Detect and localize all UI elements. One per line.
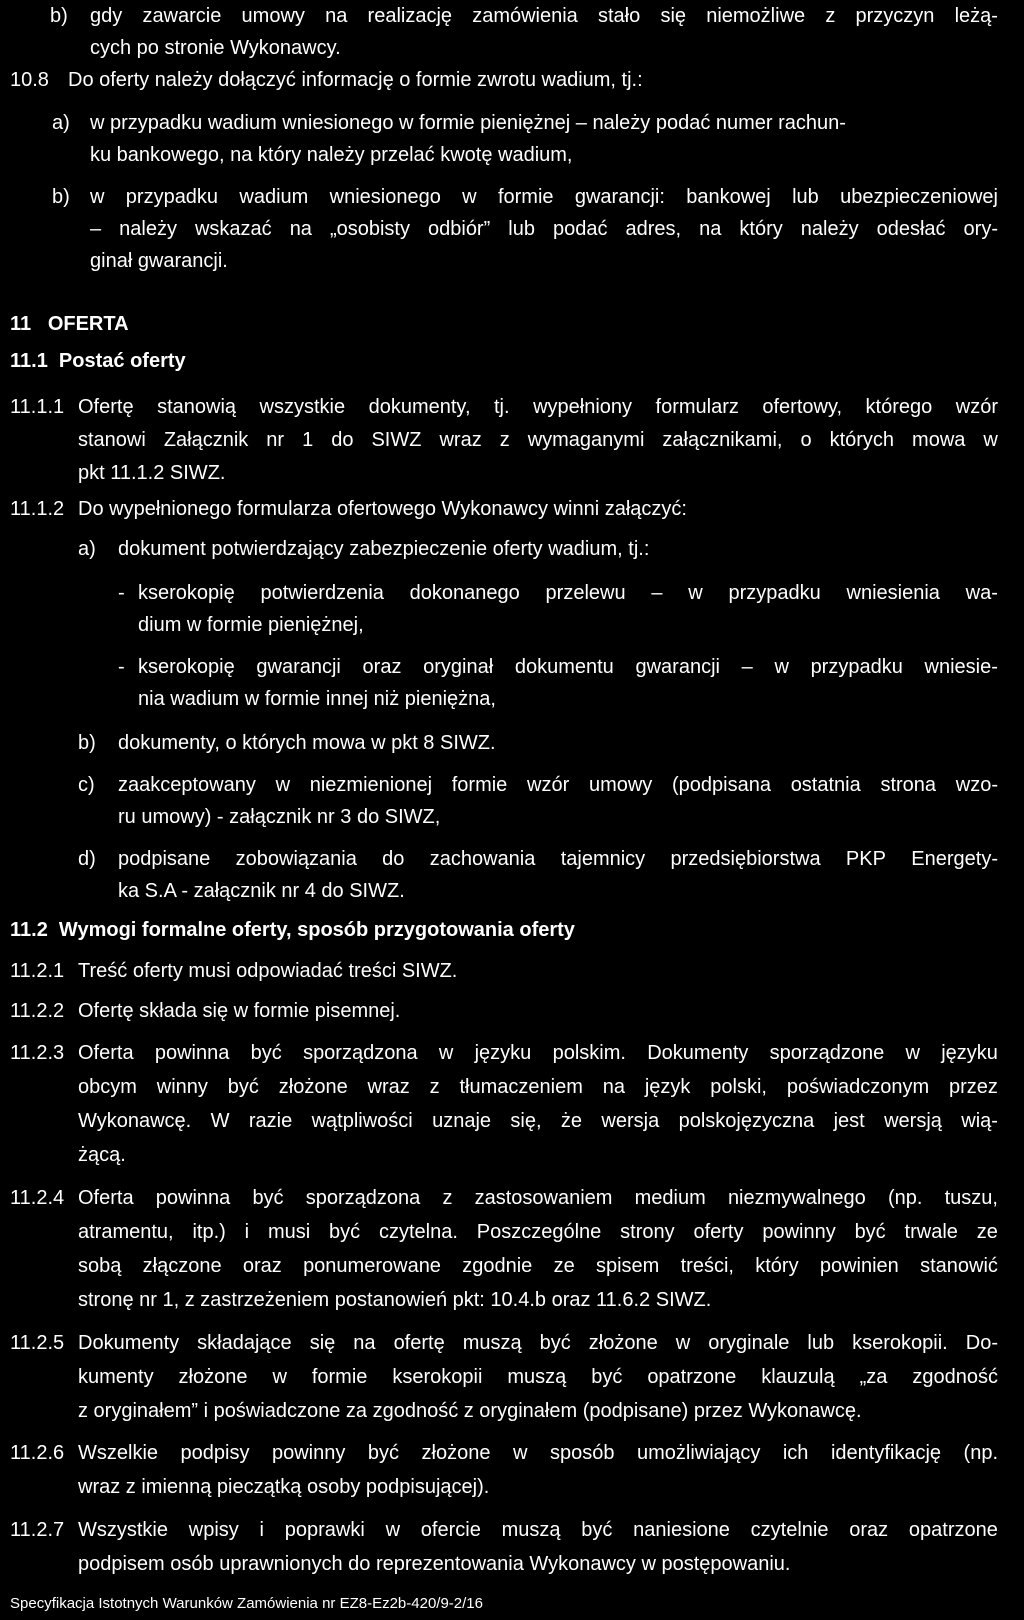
word: strona — [880, 774, 937, 796]
word: przelewu — [545, 582, 626, 604]
word: Energety- — [911, 848, 998, 870]
word: muszą — [501, 1519, 561, 1541]
word: naniesione — [633, 1519, 730, 1541]
word: itp.) — [192, 1221, 226, 1243]
word: być — [252, 1187, 284, 1209]
word: wypełniony — [533, 396, 633, 418]
justified-line: Oferta powinna być sporządzona z zastosowaniem medium niezmywalnego (np. tuszu, — [78, 1187, 998, 1209]
word: być — [539, 1332, 571, 1354]
word: jest — [833, 1110, 865, 1132]
word: gwarancji — [256, 656, 341, 678]
word: w — [688, 582, 703, 604]
word: trwale — [904, 1221, 958, 1243]
word: lub — [508, 218, 535, 240]
word: „za — [859, 1366, 888, 1388]
word: gwarancji: — [574, 186, 665, 208]
word: oraz — [362, 656, 402, 678]
word: wpisy — [188, 1519, 239, 1541]
justified-line: gdy zawarcie umowy na realizację zamówienia stało się niemożliwe z przyczyn leżą- — [90, 5, 998, 27]
word: z — [499, 429, 510, 451]
word: wraz — [439, 429, 482, 451]
word: muszą — [462, 1332, 522, 1354]
word: dokonanego — [409, 582, 520, 604]
paragraph-line: żącą. — [78, 1144, 126, 1166]
word: spisem — [595, 1255, 660, 1277]
justified-line: w przypadku wadium wniesionego w formie gwarancji: bankowej lub ubezpieczeniowej — [90, 186, 998, 208]
word: się, — [510, 1110, 542, 1132]
word: kserokopii. — [852, 1332, 948, 1354]
paragraph-line: wraz z imienną pieczątką osoby podpisującej). — [78, 1476, 490, 1498]
word: w — [272, 1366, 287, 1388]
word: niezmywalnego — [727, 1187, 866, 1209]
word: złożone — [178, 1366, 248, 1388]
section-number: 11.2.7 — [10, 1519, 65, 1541]
word: odesłać — [876, 218, 946, 240]
word: być — [329, 1221, 361, 1243]
paragraph-line: Do wypełnionego formularza ofertowego Wykonawcy winni załączyć: — [78, 498, 687, 520]
word: powinny — [762, 1221, 836, 1243]
word: poświadczonym — [786, 1076, 930, 1098]
word: umożliwiający — [636, 1442, 761, 1464]
word: na — [353, 1332, 376, 1354]
paragraph-line: podpisem osób uprawnionych do reprezentowania Wykonawcy w postępowaniu. — [78, 1553, 791, 1575]
word: W — [210, 1110, 230, 1132]
word: na — [289, 218, 312, 240]
word: którego — [865, 396, 933, 418]
word: Do- — [965, 1332, 998, 1354]
word: bankowej — [686, 186, 771, 208]
word: składające — [197, 1332, 292, 1354]
word: być — [250, 1042, 282, 1064]
word: wszystkie — [259, 396, 346, 418]
list-label: b) — [50, 5, 68, 27]
word: załącznikami, — [662, 429, 783, 451]
word: zamówienia — [472, 5, 578, 27]
word: polskojęzyczna — [678, 1110, 815, 1132]
word: w — [774, 656, 789, 678]
justified-line: Wszelkie podpisy powinny być złożone w sposób umożliwiający ich identyfikację (np. — [78, 1442, 998, 1464]
word: winny — [156, 1076, 208, 1098]
word: dokumentu — [514, 656, 614, 678]
word: ze — [553, 1255, 575, 1277]
subsection-heading: 11.1 Postać oferty — [10, 350, 186, 372]
word: wymaganymi — [527, 429, 645, 451]
word: ubezpieczeniowej — [840, 186, 998, 208]
word: tłumaczeniem — [459, 1076, 583, 1098]
word: kserokopii — [392, 1366, 483, 1388]
subsection-heading: 11.2 Wymogi formalne oferty, sposób przygotowania oferty — [10, 919, 575, 941]
word: SIWZ — [371, 429, 422, 451]
word: wzo- — [955, 774, 998, 796]
paragraph-line: nia wadium w formie innej niż pieniężna, — [138, 688, 496, 710]
paragraph-line: z oryginałem” i poświadczone za zgodność z oryginałem (podpisane) przez Wykonawcę. — [78, 1400, 862, 1422]
word: ich — [782, 1442, 809, 1464]
paragraph-line: ginał gwarancji. — [90, 250, 228, 272]
word: uznaje — [432, 1110, 492, 1132]
paragraph-line: stronę nr 1, z zastrzeżeniem postanowień pkt: 10.4.b oraz 11.6.2 SIWZ. — [78, 1289, 712, 1311]
word: oryginale — [708, 1332, 790, 1354]
word: razie — [248, 1110, 293, 1132]
word: czytelna. — [378, 1221, 458, 1243]
paragraph-line: cych po stronie Wykonawcy. — [90, 37, 341, 59]
word: klauzulą — [761, 1366, 835, 1388]
word: powinna — [154, 1042, 230, 1064]
word: niezmienionej — [309, 774, 433, 796]
list-label: b) — [52, 186, 70, 208]
word: zawarcie — [142, 5, 222, 27]
word: strony — [620, 1221, 675, 1243]
word: sporządzona — [305, 1187, 421, 1209]
word: przypadku — [810, 656, 903, 678]
word: złożone — [421, 1442, 491, 1464]
justified-line: – należy wskazać na „osobisty odbiór” lub podać adres, na który należy odesłać ory- — [90, 218, 998, 240]
word: musi — [267, 1221, 311, 1243]
word: polskim. — [552, 1042, 626, 1064]
word: podać — [553, 218, 608, 240]
word: i — [244, 1221, 250, 1243]
justified-line: Oferta powinna być sporządzona w języku polskim. Dokumenty sporządzone w języku — [78, 1042, 998, 1064]
word: umowy — [588, 774, 653, 796]
word: być — [854, 1221, 886, 1243]
list-label: a) — [78, 538, 96, 560]
word: że — [560, 1110, 583, 1132]
justified-line: atramentu, itp.) i musi być czytelna. Poszczególne strony oferty powinny być trwale ze — [78, 1221, 998, 1243]
word: oryginał — [423, 656, 494, 678]
word: zachowania — [429, 848, 536, 870]
justified-line: stanowi Załącznik nr 1 do SIWZ wraz z wymaganymi załącznikami, o których mowa w — [78, 429, 998, 451]
word: tuszu, — [944, 1187, 998, 1209]
word: ofertowy, — [762, 396, 843, 418]
justified-line: kumenty złożone w formie kserokopii muszą być opatrzone klauzulą „za zgodność — [78, 1366, 998, 1388]
section-heading: 11 OFERTA — [10, 313, 129, 335]
word: wniesienia — [846, 582, 940, 604]
justified-line: Wykonawcę. W razie wątpliwości uznaje się, że wersja polskojęzyczna jest wersją wią- — [78, 1110, 998, 1132]
word: realizację — [367, 5, 453, 27]
justified-line: Wszystkie wpisy i poprawki w ofercie muszą być naniesione czytelnie oraz opatrzone — [78, 1519, 998, 1541]
word: w — [462, 186, 477, 208]
word: wadium — [239, 186, 309, 208]
word: w — [438, 1042, 454, 1064]
word: ofercie — [420, 1519, 481, 1541]
word: wzór — [527, 774, 570, 796]
word: w — [385, 1519, 401, 1541]
word: sposób — [549, 1442, 615, 1464]
word: na — [602, 1076, 625, 1098]
word: przez — [949, 1076, 998, 1098]
section-number: 11.2.4 — [10, 1187, 65, 1209]
word: z — [442, 1187, 453, 1209]
word: Poszczególne — [476, 1221, 602, 1243]
list-label: c) — [78, 774, 95, 796]
word: języku — [941, 1042, 998, 1064]
word: wskazać — [194, 218, 272, 240]
word: języku — [474, 1042, 532, 1064]
word: czytelnie — [750, 1519, 829, 1541]
word: przypadku — [728, 582, 821, 604]
word: ponumerowane — [303, 1255, 441, 1277]
section-number: 11.2.1 — [10, 960, 65, 982]
word: tj. — [494, 396, 510, 418]
word: umowy — [241, 5, 305, 27]
word: zgodnie — [462, 1255, 533, 1277]
word: w — [675, 1332, 691, 1354]
word: formularz — [655, 396, 739, 418]
word: wa- — [965, 582, 998, 604]
paragraph-line: dokumenty, o których mowa w pkt 8 SIWZ. — [118, 732, 496, 754]
justified-line: Ofertę stanowią wszystkie dokumenty, tj. wypełniony formularz ofertowy, którego wzór — [78, 396, 998, 418]
word: niemożliwe — [706, 5, 806, 27]
word: wzór — [955, 396, 998, 418]
word: należy — [119, 218, 177, 240]
word: złożone — [278, 1076, 348, 1098]
word: który — [755, 1255, 799, 1277]
word: przypadku — [125, 186, 219, 208]
word: nr — [266, 429, 285, 451]
justified-line: Dokumenty składające się na ofertę muszą być złożone w oryginale lub kserokopii. Do- — [78, 1332, 998, 1354]
paragraph-line: dium w formie pieniężnej, — [138, 614, 364, 636]
word: dokumenty, — [368, 396, 471, 418]
list-label: a) — [52, 112, 70, 134]
word: należy — [800, 218, 859, 240]
paragraph-line: dokument potwierdzający zabezpieczenie oferty wadium, tj.: — [118, 538, 650, 560]
word: z — [429, 1076, 440, 1098]
word: podpisy — [180, 1442, 250, 1464]
list-label: d) — [78, 848, 96, 870]
page-footer: Specyfikacja Istotnych Warunków Zamówienia nr EZ8-Ez2b-420/9-2/16 — [10, 1595, 483, 1612]
word: lub — [792, 186, 819, 208]
justified-line: zaakceptowany w niezmienionej formie wzór umowy (podpisana ostatnia strona wzo- — [118, 774, 998, 796]
paragraph-line: Do oferty należy dołączyć informację o formie zwrotu wadium, tj.: — [68, 69, 643, 91]
word: (np. — [887, 1187, 923, 1209]
word: powinny — [271, 1442, 346, 1464]
paragraph-line: ru umowy) - załącznik nr 3 do SIWZ, — [118, 806, 441, 828]
word: wraz — [367, 1076, 410, 1098]
word: potwierdzenia — [260, 582, 384, 604]
word: 1 — [302, 429, 314, 451]
word: których — [829, 429, 895, 451]
word: medium — [634, 1187, 706, 1209]
word: złożone — [588, 1332, 658, 1354]
word: w — [512, 1442, 528, 1464]
word: wią- — [961, 1110, 998, 1132]
word: ofertę — [393, 1332, 445, 1354]
word: opatrzone — [647, 1366, 737, 1388]
word: zgodność — [912, 1366, 998, 1388]
word: stanowią — [157, 396, 237, 418]
word: w — [983, 429, 998, 451]
word: ze — [976, 1221, 998, 1243]
paragraph-line: ku bankowego, na który należy przelać kwotę wadium, — [90, 144, 573, 166]
justified-line: sobą złączone oraz ponumerowane zgodnie ze spisem treści, który powinien stanowić — [78, 1255, 998, 1277]
word: – — [651, 582, 663, 604]
section-number: 11.1.2 — [10, 498, 65, 520]
word: powinien — [819, 1255, 899, 1277]
section-number: 11.2.2 — [10, 1000, 65, 1022]
word: Załącznik — [163, 429, 249, 451]
word: powinna — [155, 1187, 231, 1209]
section-number: 11.2.3 — [10, 1042, 65, 1064]
word: formie — [451, 774, 508, 796]
word: formie — [311, 1366, 368, 1388]
word: (np. — [963, 1442, 998, 1464]
word: „osobisty — [329, 218, 410, 240]
word: PKP — [845, 848, 886, 870]
word: język — [644, 1076, 691, 1098]
word: wniesionego — [329, 186, 441, 208]
word: leżą- — [954, 5, 998, 27]
word: opatrzone — [908, 1519, 998, 1541]
word: poprawki — [284, 1519, 365, 1541]
word: złączone — [142, 1255, 222, 1277]
dash-bullet: - — [118, 582, 125, 604]
word: o — [800, 429, 812, 451]
word: odbiór” — [428, 218, 491, 240]
word: na — [699, 218, 722, 240]
paragraph-line: ka S.A - załącznik nr 4 do SIWZ. — [118, 880, 405, 902]
word: i — [259, 1519, 264, 1541]
word: się — [660, 5, 687, 27]
word: do — [331, 429, 354, 451]
word: wersją — [884, 1110, 942, 1132]
section-number: 11.2.6 — [10, 1442, 65, 1464]
word: formie — [497, 186, 554, 208]
word: sporządzone — [769, 1042, 885, 1064]
word: oraz — [242, 1255, 282, 1277]
word: w — [275, 774, 291, 796]
paragraph-line: pkt 11.1.2 SIWZ. — [78, 462, 226, 484]
paragraph-line: Ofertę składa się w formie pisemnej. — [78, 1000, 401, 1022]
justified-line: kserokopię gwarancji oraz oryginał dokumentu gwarancji – w przypadku wniesie- — [138, 656, 998, 678]
word: (podpisana — [672, 774, 771, 796]
paragraph-line: w przypadku wadium wniesionego w formie pieniężnej – należy podać numer rachun- — [90, 112, 846, 134]
word: – — [741, 656, 753, 678]
word: treści, — [680, 1255, 734, 1277]
word: identyfikację — [830, 1442, 942, 1464]
paragraph-line: Treść oferty musi odpowiadać treści SIWZ. — [78, 960, 458, 982]
word: do — [382, 848, 405, 870]
word: który — [739, 218, 783, 240]
word: zobowiązania — [235, 848, 357, 870]
word: w — [905, 1042, 920, 1064]
word: gwarancji — [635, 656, 720, 678]
word: wersja — [601, 1110, 660, 1132]
word: przedsiębiorstwa — [670, 848, 821, 870]
word: wątpliwości — [311, 1110, 413, 1132]
word: oraz — [849, 1519, 889, 1541]
word: zastosowaniem — [474, 1187, 613, 1209]
word: być — [367, 1442, 400, 1464]
justified-line: kserokopię potwierdzenia dokonanego przelewu – w przypadku wniesienia wa- — [138, 582, 998, 604]
word: być — [591, 1366, 623, 1388]
word: adres, — [625, 218, 682, 240]
word: stało — [598, 5, 641, 27]
word: na — [325, 5, 348, 27]
word: mowa — [912, 429, 966, 451]
word: polski, — [710, 1076, 767, 1098]
word: stanowić — [920, 1255, 998, 1277]
word: przyczyn — [855, 5, 935, 27]
word: być — [227, 1076, 259, 1098]
word: ostatnia — [790, 774, 861, 796]
word: Dokumenty — [647, 1042, 749, 1064]
word: tajemnicy — [560, 848, 646, 870]
dash-bullet: - — [118, 656, 125, 678]
section-number: 11.2.5 — [10, 1332, 65, 1354]
list-label: b) — [78, 732, 96, 754]
word: oferty — [693, 1221, 744, 1243]
word: lub — [807, 1332, 835, 1354]
justified-line: obcym winny być złożone wraz z tłumaczeniem na język polski, poświadczonym przez — [78, 1076, 998, 1098]
word: być — [581, 1519, 613, 1541]
word: z — [825, 5, 836, 27]
word: ory- — [963, 218, 998, 240]
word: wniesie- — [924, 656, 998, 678]
section-number: 10.8 — [10, 69, 49, 91]
section-number: 11.1.1 — [10, 396, 65, 418]
word: muszą — [507, 1366, 567, 1388]
justified-line: podpisane zobowiązania do zachowania tajemnicy przedsiębiorstwa PKP Energety- — [118, 848, 998, 870]
word: sporządzona — [303, 1042, 418, 1064]
word: się — [309, 1332, 336, 1354]
